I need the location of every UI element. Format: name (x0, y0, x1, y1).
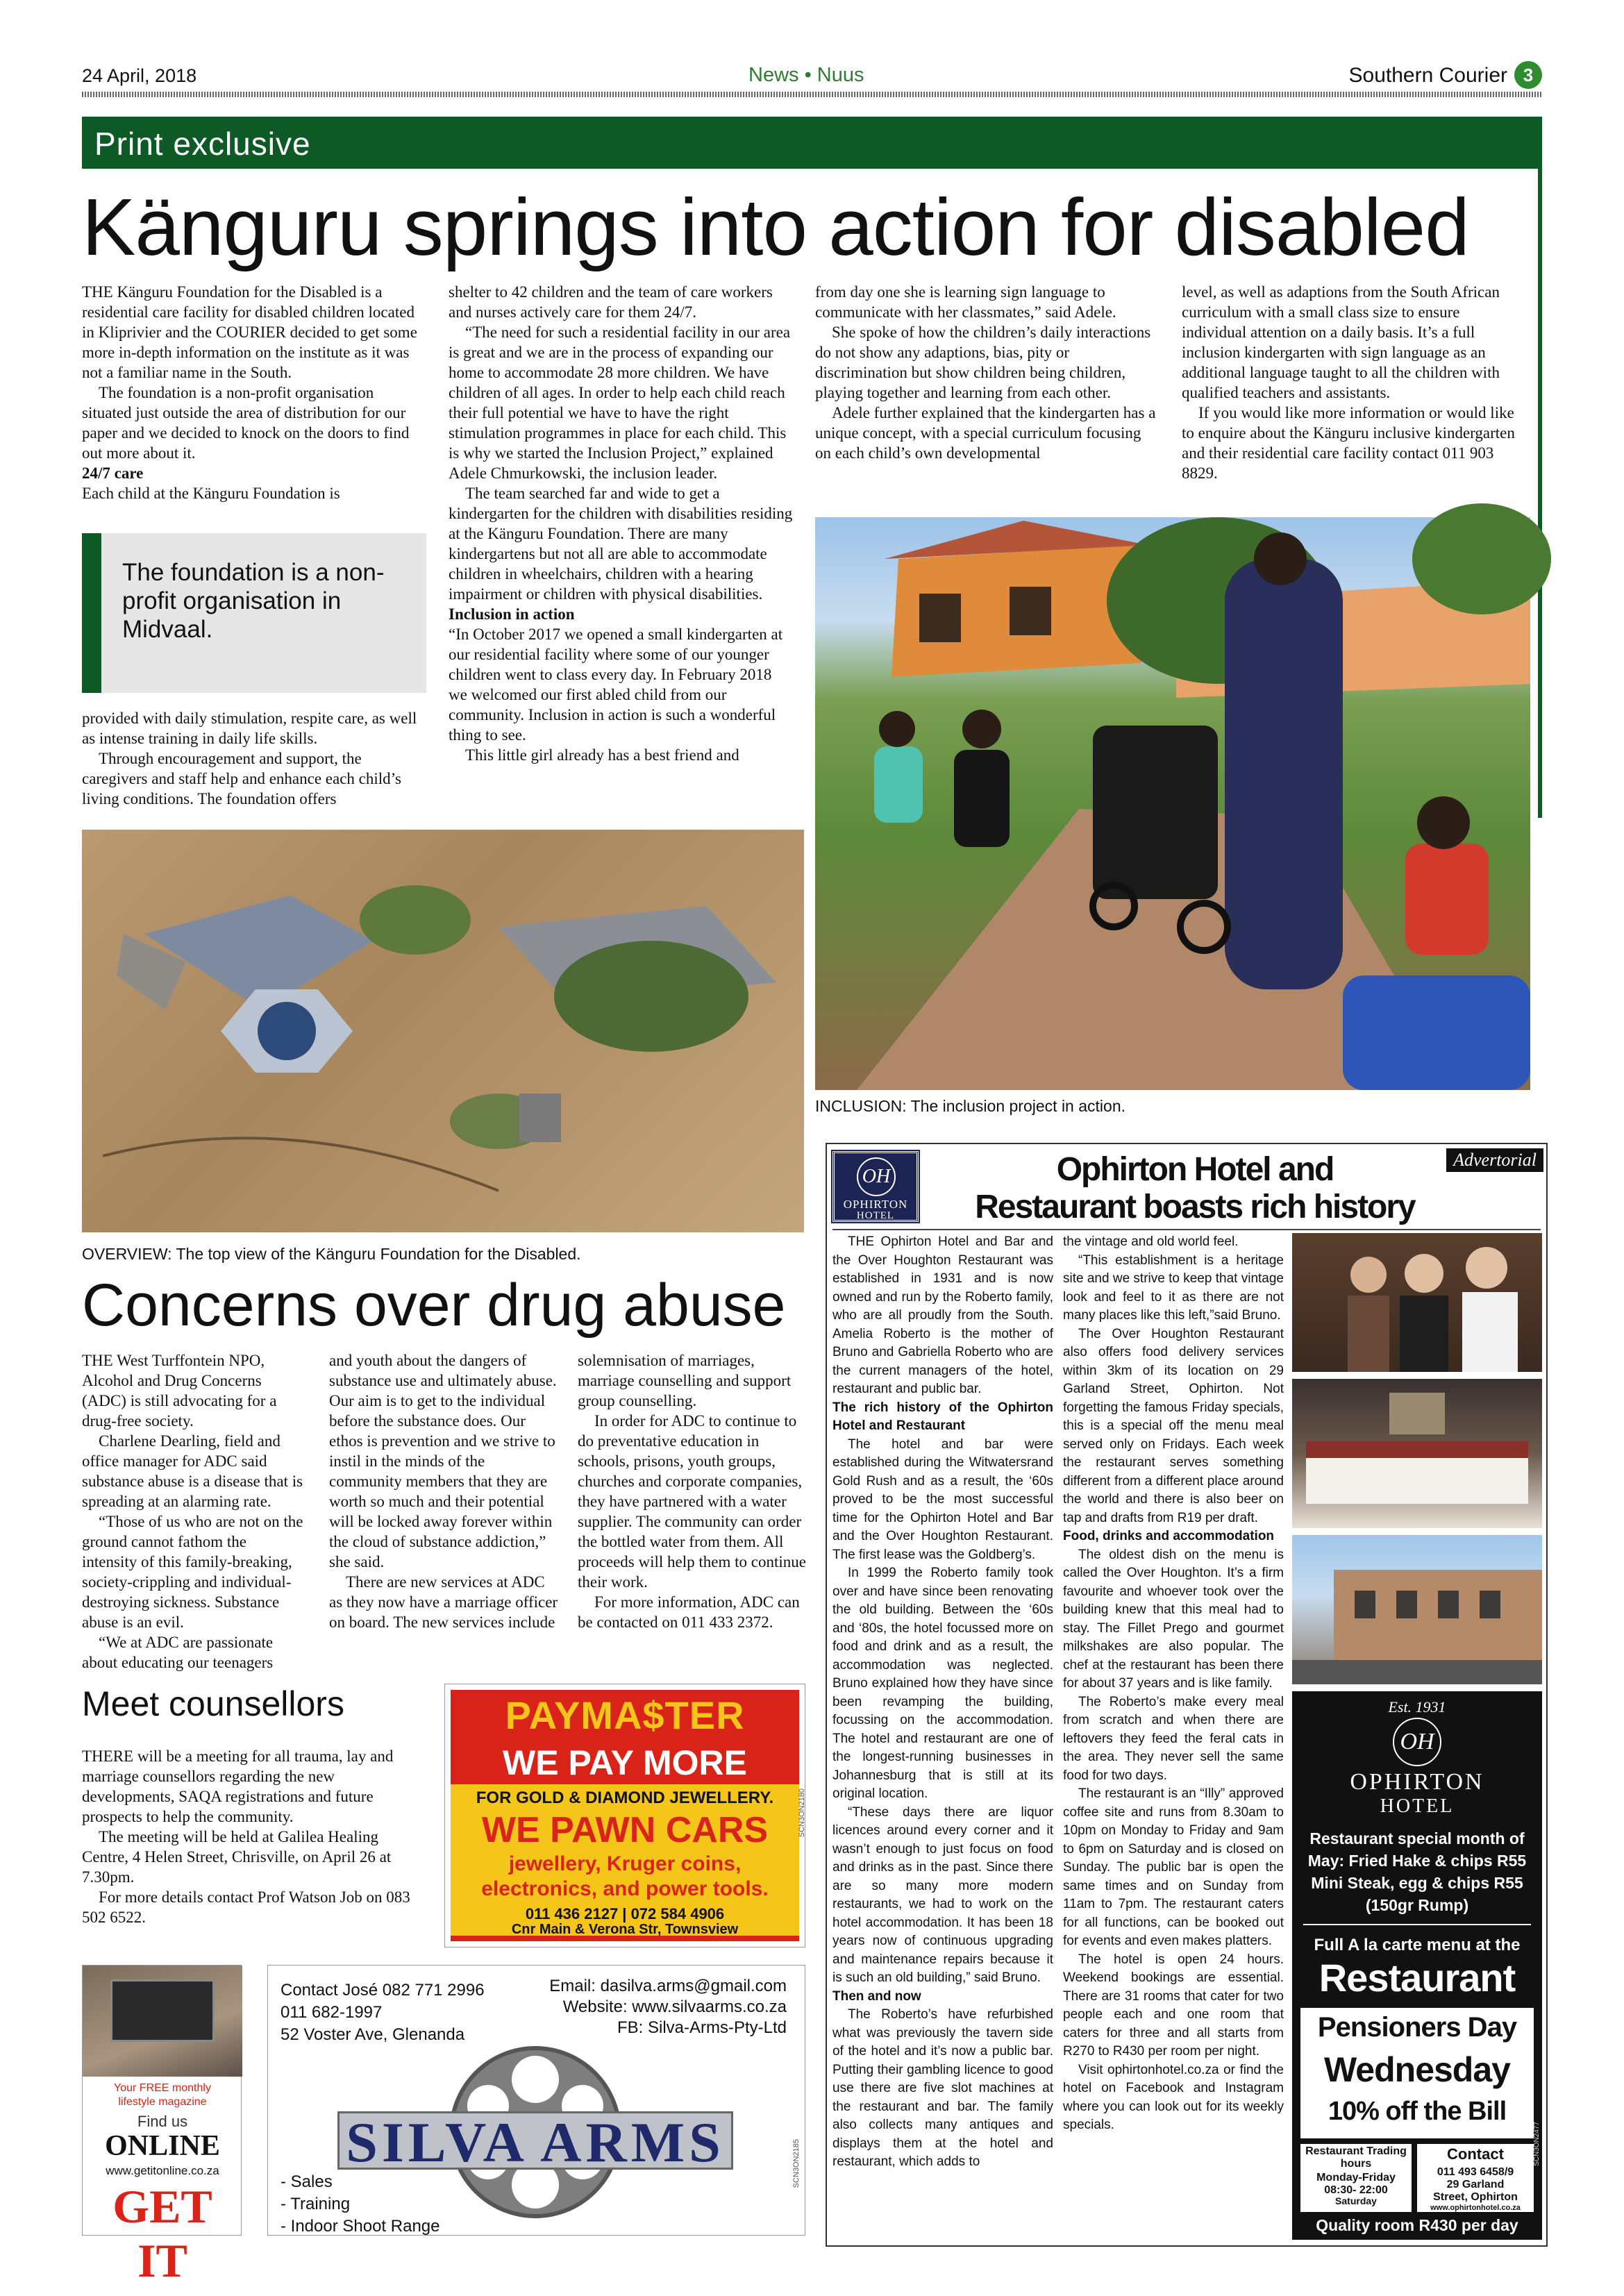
ophirton-para: The Over Houghton Restaurant also offers food delivery services within 3km of its location on 29 Garland Street, Ophirton. Not forgetting the famous Friday specials, this is a special off the menu meal served only on Fridays. Each week the restaurant serves something different from a different place around the world and there is also beer on tap and drafts from R19 per draft. (1063, 1326, 1284, 1525)
overview-photo-drawing (82, 830, 804, 1232)
para: In order for ADC to continue to do preventative education in schools, prisons, youth groups, churches and corporate companies, they have partnered with a water supplier. The community can order the bottled water from them. All proceeds will help them to continue their work. (578, 1412, 806, 1591)
getit-line4: ONLINE (105, 2130, 220, 2162)
paymaster-code: SCN3ON2180 (798, 1788, 806, 1838)
staff-photo-drawing (1292, 1233, 1542, 1372)
para: The meeting will be held at Galilea Healing Centre, 4 Helen Street, Chrisville, on April 26 at 7.30pm. (82, 1828, 392, 1886)
promo-contact-area: Street, Ophirton (1433, 2191, 1518, 2203)
paymaster-phone: 011 436 2127 | 072 584 4906 (525, 1905, 725, 1922)
paymaster-line2: FOR GOLD & DIAMOND JEWELLERY. (476, 1788, 774, 1807)
paymaster-line4: jewellery, Kruger coins, (508, 1852, 742, 1875)
promo-hours-1: Monday-Friday (1316, 2172, 1396, 2184)
silva-arms-ad[interactable] (267, 1965, 805, 2236)
page-number: 3 (1514, 61, 1542, 89)
inclusion-caption: INCLUSION: The inclusion project in action. (815, 1097, 1125, 1115)
promo-restaurant: Restaurant (1319, 1956, 1516, 2000)
subhead-247: 24/7 care (82, 464, 144, 482)
para: THERE will be a meeting for all trauma, lay and marriage counsellors regarding the new developments, SAQA registrations and future prospects to help the community. (82, 1748, 394, 1825)
para: She spoke of how the children’s daily interactions do not show any adaptions, bias, pity or discrimination but show children being children, playing together and learning from each other. (815, 324, 1151, 401)
promo-contact-title: Contact (1447, 2145, 1504, 2163)
inclusion-photo-drawing (815, 517, 1530, 1090)
article-col-1b (82, 708, 426, 809)
page-header (82, 61, 1542, 89)
ophirton-headline-2: Restaurant boasts rich history (975, 1189, 1415, 1225)
promo-pensioners: Pensioners Day (1317, 2012, 1517, 2043)
getit-url: www.getitonline.co.za (106, 2164, 219, 2177)
ophirton-para: THE Ophirton Hotel and Bar and the Over Houghton Restaurant was established in 1931 and is now owned and run by the Roberto family, who are all proudly from the South. Amelia Roberto is the mother of Bruno and Gabriella Roberto who are the current managers of the hotel, restaurant and public bar. (832, 1234, 1053, 1396)
advertorial-tag: Advertorial (1446, 1148, 1543, 1172)
article-col-2 (449, 282, 793, 765)
para: from day one she is learning sign language to communicate with her classmates,” said Adele. (815, 283, 1116, 321)
drug-abuse-headline: Concerns over drug abuse (82, 1272, 786, 1339)
ophirton-col-2 (1063, 1233, 1284, 2135)
ophirton-logo-sub: HOTEL (856, 1210, 895, 1221)
silva-service-sales: - Sales (281, 2172, 333, 2191)
ophirton-promo-ad[interactable] (1292, 1691, 1542, 2240)
promo-est: Est. 1931 (1388, 1698, 1446, 1716)
ophirton-building-photo (1292, 1535, 1542, 1684)
silva-service-training: - Training (281, 2195, 351, 2213)
silva-facebook: FB: Silva-Arms-Pty-Ltd (617, 2018, 787, 2037)
para: Charlene Dearling, field and office manager for ADC said substance abuse is a disease that is spreading at an alarming rate. (82, 1432, 303, 1510)
ophirton-para: The Roberto’s make every meal from scratch and when there are leftovers they feed the feral cats in the area. They never sell the same food for two days. (1063, 1694, 1284, 1783)
promo-website: www.ophirtonhotel.co.za (1430, 2204, 1521, 2212)
ophirton-para: The hotel and bar were established during the Witwatersrand Gold Rush and as a result, the ‘60s proved to be the most successful time for the Ophirton Hotel and Bar and the Over Houghton Restaurant. The first lease was the Goldberg’s. (832, 1436, 1053, 1562)
para: Through encouragement and support, the caregivers and staff help and enhance each child’s living conditions. The foundation offers (82, 750, 401, 807)
para: Adele further explained that the kindergarten has a unique concept, with a special curriculum focusing on each child’s own developmental (815, 404, 1156, 462)
promo-contact-street: 29 Garland (1446, 2179, 1505, 2190)
inclusion-photo (815, 517, 1530, 1090)
banner-label: Print exclusive (94, 126, 311, 162)
ophirton-staff-photo (1292, 1233, 1542, 1372)
ophirton-subhead: Then and now (832, 1988, 921, 2004)
para: THE West Turffontein NPO, Alcohol and Drug Concerns (ADC) is still advocating for a drug-free society. (82, 1352, 277, 1430)
ophirton-subhead: Food, drinks and accommodation (1063, 1529, 1275, 1543)
paymaster-line5: electronics, and power tools. (481, 1877, 769, 1900)
para: The team searched far and wide to get a kindergarten for the children with disabilities residing at the Känguru Foundation. There are many kindergartens but not all are able to accommodate children in wheelchairs, children with a hearing impairment or children with physical disabilities. (449, 485, 793, 603)
silva-email: Email: dasilva.arms@gmail.com (549, 1977, 787, 1995)
para: This little girl already has a best friend and (465, 746, 739, 764)
para: “The need for such a residential facility in our area is great and we are in the process of expanding our home to accommodate 28 more children. We have children of all ages. In order to help each child reach their full potential we have to have the right stimulation programmes in place for each child. This is why we started the Inclusion Project,” explained Adele Chmurkowski, the inclusion leader. (449, 324, 791, 482)
silva-code: SCN3ON2185 (792, 2139, 801, 2188)
article-col-3 (815, 282, 1160, 463)
overview-caption: OVERVIEW: The top view of the Känguru Foundation for the Disabled. (82, 1245, 581, 1263)
para: “We at ADC are passionate about educating our teenagers (82, 1634, 274, 1671)
silva-contact: Contact José 082 771 2996 (281, 1981, 485, 2000)
para: There are new services at ADC as they now have a marriage officer on board. The new services include (329, 1573, 558, 1631)
section-label: News • Nuus (748, 64, 864, 86)
ophirton-para: “This establishment is a heritage site and we strive to keep that vintage look and feel to it as there are not many places like this left,”said Bruno. (1063, 1252, 1284, 1323)
ophirton-para: “These days there are liquor licences around every corner and it wasn’t enough to just focus on food and drinks as in the past. Since there are so many more modern restaurants, we had to work on the hotel accommodation. It has been 18 years now of continuous upgrading and maintenance repairs because it is such an old building,” said Bruno. (832, 1804, 1053, 1985)
getit-line2: lifestyle magazine (118, 2096, 207, 2108)
getit-logo: GET IT (112, 2180, 212, 2287)
meet-counsellors-body (82, 1746, 422, 1927)
promo-monogram: OH (1393, 1718, 1441, 1766)
laptop-screen (110, 1979, 215, 2042)
paymaster-line3: WE PAWN CARS (481, 1810, 769, 1850)
meet-counsellors-headline: Meet counsellors (82, 1684, 344, 1723)
ophirton-para: the vintage and old world feel. (1063, 1234, 1239, 1249)
promo-code: SCN3ON2477 (1533, 2122, 1541, 2166)
pull-quote-text: The foundation is a non-profit organisation in Midvaal. (122, 559, 385, 643)
ophirton-col-1 (832, 1233, 1053, 2172)
overview-photo (82, 830, 804, 1232)
promo-wednesday: Wednesday (1324, 2050, 1510, 2089)
promo-special: Restaurant special month of May: Fried Hake & chips R55 Mini Steak, egg & chips R55 (150gr Rump) (1307, 1829, 1527, 1914)
para: The foundation is a non-profit organisation situated just outside the area of distribution for our paper and we decided to knock on the doors to find out more about it. (82, 384, 410, 462)
article-col-4 (1182, 282, 1526, 483)
ophirton-monogram: OH (857, 1157, 896, 1196)
para: THE Känguru Foundation for the Disabled is a residential care facility for disabled children located in Kliprivier and the COURIER decided to get some more in-depth information on the institute as it was not a familiar name in the South. (82, 283, 417, 381)
promo-quality-room: Quality room R430 per day (1316, 2216, 1518, 2234)
promo-name: OPHIRTON (1350, 1769, 1484, 1795)
promo-full-menu: Full A la carte menu at the (1314, 1936, 1521, 1954)
ophirton-para: Visit ophirtonhotel.co.za or find the hotel on Facebook and Instagram where you can look out for its weekly specials. (1063, 2062, 1284, 2132)
promo-hours-3: Saturday (1335, 2195, 1377, 2206)
para: provided with daily stimulation, respite care, as well as intense training in daily life skills. (82, 710, 417, 747)
paymaster-address: Cnr Main & Verona Str, Townsview (511, 1922, 739, 1937)
ophirton-headline-1: Ophirton Hotel and (1056, 1151, 1334, 1188)
silva-address: 52 Voster Ave, Glenanda (281, 2025, 465, 2044)
banner-side-rule (1538, 117, 1542, 818)
ophirton-para: The oldest dish on the menu is called the Over Houghton. It’s a firm favourite and whoever took over the building knew that this meal had to stay. The Fillet Prego and gourmet milkshakes are also popular. The chef at the restaurant has been there for about 37 years and is like family. (1063, 1547, 1284, 1691)
main-headline: Känguru springs into action for disabled (82, 182, 1469, 272)
ophirton-logo (832, 1151, 919, 1222)
paymaster-ad[interactable] (444, 1684, 805, 1947)
ophirton-advertorial (826, 1143, 1548, 2247)
silva-phone: 011 682-1997 (281, 2003, 383, 2022)
para: level, as well as adaptions from the South African curriculum with a small class size to ensure individual attention on a daily basis. It’s a full inclusion kindergarten with sign language as an additional language taught to all the children with qualified teachers and assistants. (1182, 283, 1500, 401)
promo-hours-2: 08:30- 22:00 (1324, 2184, 1388, 2196)
ophirton-para: The hotel is open 24 hours. Weekend bookings are essential. There are 31 rooms that cater for two people each and one room that caters for three and all starts from R270 to R430 per room per night. (1063, 1952, 1284, 2059)
promo-sub: HOTEL (1380, 1795, 1455, 1817)
issue-date: 24 April, 2018 (82, 65, 197, 86)
silva-logo-text: SILVA ARMS (337, 2111, 733, 2170)
para: shelter to 42 children and the team of care workers and nurses actively care for them 24/7. (449, 283, 773, 321)
ophirton-para: The Roberto’s have refurbished what was previously the tavern side of the hotel and it’s now a public bar. Putting their gambling licence to good use there are five slot machines at the restaurant and bar. The family also collects many antiques and displays them at the hotel and restaurant, which adds to (832, 2007, 1053, 2169)
ophirton-para: In 1999 the Roberto family took over and have since been renovating the old building. Between the ‘60s and ‘80s, the hotel focussed more on food and drink and as a result, the accommodation was neglected. Bruno explained how they have since been revamping the building, focussing on the accommodation. The hotel and restaurant are one of the longest-running businesses in Johannesburg that is still at its original location. (832, 1566, 1053, 1801)
drug-col-1 (82, 1350, 304, 1673)
ophirton-subhead: The rich history of the Ophirton Hotel and Restaurant (832, 1400, 1053, 1433)
getit-line1: Your FREE monthly (114, 2082, 211, 2094)
para: and youth about the dangers of substance use and ultimately abuse. Our aim is to get to the individual before the substance does. Our ethos is prevention and we strive to instil in the minds of the community members that they are worth so much and their potential will be locked away forever within the cloud of substance addiction,” she said. (329, 1352, 557, 1570)
ophirton-header-rule (832, 1229, 1541, 1230)
getit-line3: Find us (137, 2113, 188, 2130)
para: Each child at the Känguru Foundation is (82, 485, 340, 502)
getit-online-ad[interactable] (82, 1965, 242, 2287)
silva-service-range: - Indoor Shoot Range (281, 2217, 440, 2236)
paymaster-brand: PAYMA$TER (505, 1693, 745, 1737)
paymaster-inner (451, 1690, 799, 1941)
drug-col-2 (329, 1350, 558, 1632)
silva-website: Website: www.silvaarms.co.za (562, 1997, 787, 2016)
promo-hours-title: Restaurant Trading hours (1305, 2145, 1407, 2170)
header-rule (82, 92, 1542, 97)
subhead-inclusion: Inclusion in action (449, 605, 575, 623)
para: “In October 2017 we opened a small kindergarten at our residential facility where some of our younger children went to class every day. In February 2018 we welcomed our first abled child from our community. Inclusion in action is such a wonderful thing to see. (449, 626, 783, 744)
print-exclusive-banner (82, 117, 1542, 169)
article-col-1 (82, 282, 426, 503)
ophirton-logo-name: OPHIRTON (843, 1198, 908, 1211)
room-photo-drawing (1292, 1379, 1542, 1528)
para: solemnisation of marriages, marriage counselling and support group counselling. (578, 1352, 792, 1409)
newspaper-name: Southern Courier (1348, 64, 1507, 87)
ophirton-room-photo (1292, 1379, 1542, 1528)
para: For more details contact Prof Watson Job on 083 502 6522. (82, 1888, 410, 1926)
promo-divider-1 (1303, 1924, 1531, 1925)
promo-discount: 10% off the Bill (1328, 2097, 1507, 2126)
para: “Those of us who are not on the ground cannot fathom the intensity of this family-breaking, society-crippling and individual-destroying sickness. Substance abuse is an evil. (82, 1513, 303, 1631)
paymaster-line1: WE PAY MORE (503, 1743, 747, 1782)
building-photo-drawing (1292, 1535, 1542, 1684)
drug-col-3 (578, 1350, 807, 1632)
para: For more information, ADC can be contacted on 011 433 2372. (578, 1593, 800, 1631)
para: If you would like more information or would like to enquire about the Känguru inclusive kindergarten and their residential care facility contact 011 903 8829. (1182, 404, 1515, 482)
pull-quote (82, 533, 426, 693)
ophirton-para: The restaurant is an “Illy” approved coffee site and runs from 8.30am to 10pm on Monday to Friday and 9am to 6pm on Saturday and is closed on Sunday. The public bar is open the same times and on Sunday from 11am to 7pm. The restaurant caters for all functions, can be booked out for events and even makes platters. (1063, 1786, 1284, 1948)
promo-contact-phone: 011 493 6458/9 (1437, 2166, 1514, 2178)
